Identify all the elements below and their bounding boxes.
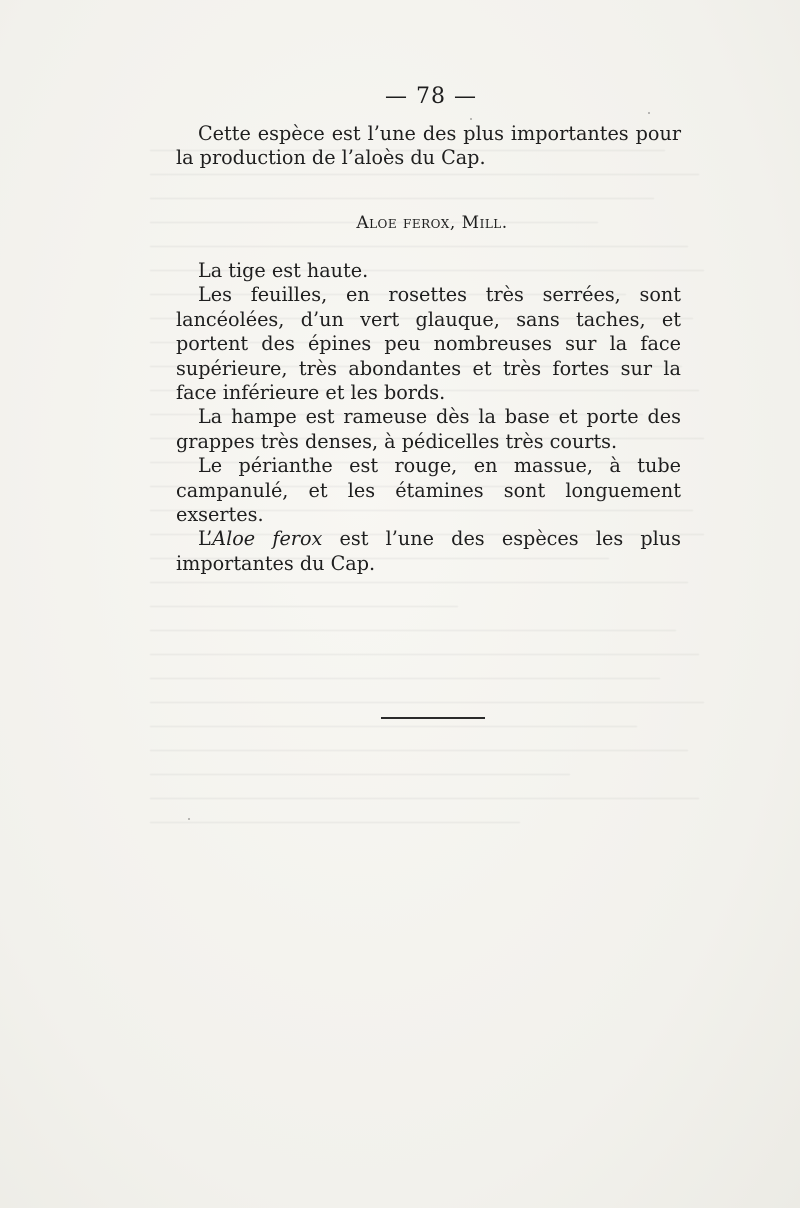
species-italic: Aloe ferox <box>212 527 323 551</box>
paper-speck <box>648 112 650 114</box>
description-stem: La tige est haute. <box>198 259 369 282</box>
intro-paragraph: Cette espèce est l’une des plus importantes pour la production de l’aloès du Cap. <box>176 122 681 170</box>
description-leaves: Les feuilles, en rosettes très serrées, sont lancéolées, d’un vert glauque, sans taches, et portent des épines peu nombreuses sur la face supérieure, très abondantes et très fortes sur la face inférieure et les bords. <box>176 283 681 405</box>
description-importance <box>176 527 681 576</box>
species-heading <box>0 213 800 233</box>
species-name: Aloe ferox <box>356 213 450 233</box>
description-block <box>176 259 681 576</box>
page-number: — 78 — <box>385 84 477 109</box>
section-divider <box>381 717 485 719</box>
paper-speck <box>470 118 472 120</box>
importance-prefix: L’ <box>198 527 213 551</box>
paper-speck <box>188 818 190 820</box>
species-author: Mill. <box>461 213 508 233</box>
intro-block <box>176 122 681 171</box>
importance-suffix: est l’une des espèces les plus importantes du Cap. <box>176 527 681 575</box>
description-scape: La hampe est rameuse dès la base et porte des grappes très denses, à pédicelles très courts. <box>176 405 681 453</box>
description-perianth: Le périanthe est rouge, en massue, à tube campanulé, et les étamines sont longuement exsertes. <box>176 454 681 527</box>
heading-separator: , <box>449 213 462 233</box>
